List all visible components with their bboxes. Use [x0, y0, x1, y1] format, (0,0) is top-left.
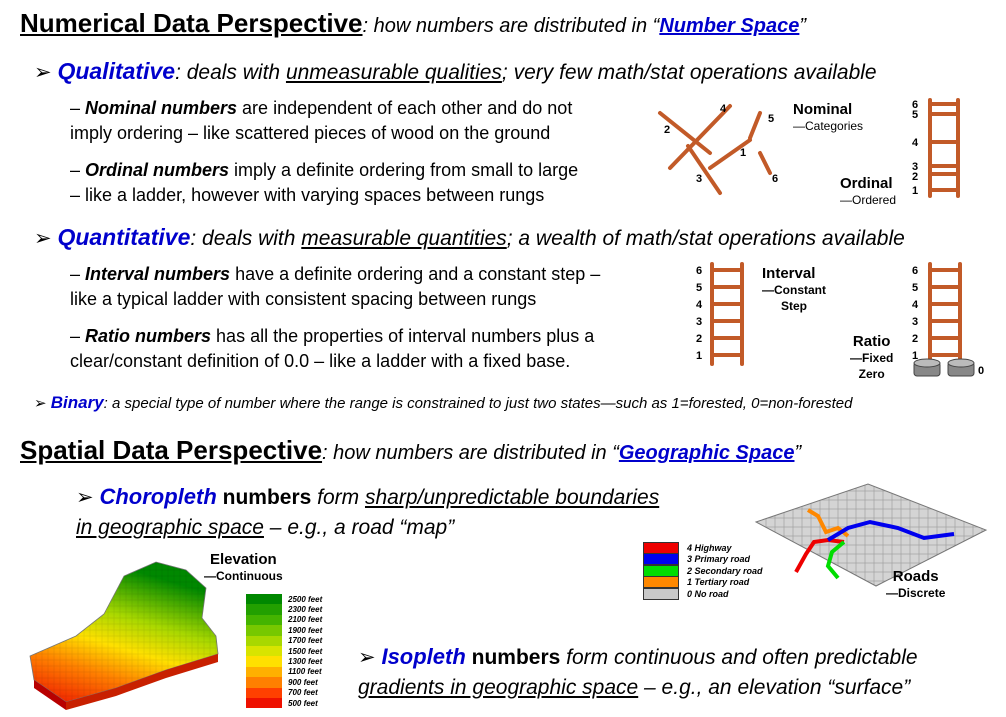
quantitative-term: Quantitative	[57, 224, 191, 250]
elevation-label: Elevation	[209, 551, 277, 568]
isopleth-post: form continuous and often predictable	[560, 646, 918, 669]
nominal-label: Nominal	[793, 101, 853, 118]
rung-label: 5	[912, 282, 919, 294]
spatial-heading	[20, 435, 801, 466]
ratio-dash: –	[70, 326, 86, 346]
legend-row	[246, 594, 322, 604]
stick-label: 5	[768, 113, 775, 125]
interval-label: Interval	[762, 265, 816, 282]
rung-label: 6	[696, 265, 703, 277]
legend-label: 1700 feet	[288, 636, 323, 646]
spatial-title: Spatial Data Perspective	[20, 435, 323, 465]
ordinal-line2: – like a ladder, however with varying spaces between rungs	[70, 185, 545, 205]
stick-label: 6	[772, 173, 779, 185]
interval-line1: have a definite ordering and a constant step –	[230, 264, 601, 284]
interval-description	[70, 262, 600, 312]
nominal-term: Nominal numbers	[85, 98, 238, 118]
legend-label: 700 feet	[288, 688, 318, 698]
rung-label: 1	[912, 350, 919, 362]
legend-label: 2300 feet	[288, 605, 323, 615]
legend-swatch	[246, 688, 282, 698]
spatial-subtitle-end: ”	[794, 442, 802, 464]
quantitative-underlined: measurable quantities	[301, 227, 507, 250]
elevation-sub: —Continuous	[204, 569, 283, 583]
ratio-sub1: —Fixed	[850, 351, 894, 365]
legend-label: 1300 feet	[288, 657, 323, 667]
rung-label: 5	[912, 109, 919, 121]
legend-swatch	[246, 698, 282, 708]
rung-label: 2	[912, 333, 919, 345]
arrow-bullet-icon: ➢	[76, 486, 94, 509]
ordinal-term: Ordinal numbers	[85, 160, 230, 180]
legend-swatch	[643, 588, 679, 600]
arrow-bullet-icon: ➢	[34, 61, 52, 84]
legend-label: 1100 feet	[288, 667, 322, 677]
ordinal-description	[70, 158, 578, 208]
ratio-line1: has all the properties of interval numbers plus a	[211, 326, 595, 346]
rung-label: 1	[696, 350, 703, 362]
qualitative-post: ; very few math/stat operations available	[501, 61, 877, 84]
binary-term: Binary	[50, 393, 104, 412]
legend-row	[246, 615, 322, 625]
legend-label: 900 feet	[288, 677, 318, 687]
qualitative-pre: : deals with	[175, 61, 286, 84]
interval-line2: like a typical ladder with consistent spacing between rungs	[70, 289, 537, 309]
isopleth-bullet	[358, 642, 918, 703]
rung-label: 3	[696, 316, 703, 328]
legend-swatch	[246, 604, 282, 614]
ratio-description	[70, 324, 594, 374]
ratio-label: Ratio	[852, 333, 891, 350]
elevation-legend	[246, 594, 322, 708]
legend-row	[246, 636, 322, 646]
roads-sub: —Discrete	[886, 586, 946, 600]
ratio-ladder	[908, 262, 988, 384]
choropleth-term: Choropleth	[99, 484, 217, 509]
legend-swatch	[246, 677, 282, 687]
nominal-sub: —Categories	[793, 119, 864, 133]
roads-legend	[643, 542, 763, 600]
ordinal-line1: imply a definite ordering from small to large	[229, 160, 579, 180]
nominal-sticks-figure	[650, 98, 790, 198]
quantitative-bullet	[34, 224, 905, 251]
rung-label: 4	[912, 137, 919, 149]
legend-label: 1 Tertiary road	[687, 577, 750, 588]
legend-label: 1500 feet	[288, 646, 323, 656]
numerical-subtitle-text: : how numbers are distributed in “	[362, 15, 660, 37]
isopleth-numbers: numbers	[465, 646, 561, 669]
legend-swatch	[246, 667, 282, 677]
rung-label: 4	[696, 299, 703, 311]
numerical-subtitle-end: ”	[799, 15, 807, 37]
choropleth-line2-underlined: in geographic space	[76, 516, 264, 539]
legend-swatch	[246, 625, 282, 635]
legend-swatch	[246, 646, 282, 656]
interval-ladder	[690, 262, 750, 366]
choropleth-pre: form	[311, 486, 365, 509]
legend-swatch	[643, 576, 679, 588]
ordinal-caption	[840, 176, 896, 208]
legend-label: 2100 feet	[288, 615, 323, 625]
ratio-term: Ratio numbers	[85, 326, 212, 346]
nominal-caption	[793, 102, 863, 134]
rung-label: 5	[696, 282, 703, 294]
legend-label: 0 No road	[687, 588, 729, 599]
legend-row	[643, 554, 763, 566]
isopleth-line2-underlined: gradients in geographic space	[358, 676, 639, 699]
legend-row	[246, 604, 322, 614]
quantitative-pre: : deals with	[190, 227, 302, 250]
stick-label: 1	[740, 147, 747, 159]
arrow-bullet-icon: ➢	[34, 227, 52, 250]
stick-5	[750, 113, 760, 138]
stick-label: 2	[664, 124, 671, 136]
elevation-caption	[204, 552, 283, 584]
rung-label: 6	[912, 99, 919, 111]
rung-label: 1	[912, 185, 919, 197]
qualitative-bullet	[34, 58, 877, 85]
elevation-mesh	[30, 562, 218, 702]
rung-label: 3	[912, 161, 919, 173]
fixed-base-blocks	[914, 359, 974, 376]
legend-swatch	[246, 636, 282, 646]
stick-6	[760, 153, 770, 173]
rung-label: 2	[912, 171, 919, 183]
legend-swatch	[643, 565, 679, 577]
spatial-subtitle-text: : how numbers are distributed in “	[322, 442, 619, 464]
ordinal-dash: –	[70, 160, 86, 180]
binary-bullet	[34, 393, 852, 413]
nominal-line1: are independent of each other and do not	[237, 98, 573, 118]
rung-label: 4	[912, 299, 919, 311]
legend-row	[246, 646, 322, 656]
ratio-line2: clear/constant definition of 0.0 – like a ladder with a fixed base.	[70, 351, 571, 371]
legend-label: 2500 feet	[288, 594, 323, 604]
ratio-zero-label: 0	[978, 365, 985, 377]
isopleth-line2: – e.g., an elevation “surface”	[638, 676, 911, 699]
scattered-sticks	[660, 106, 770, 193]
legend-row	[246, 656, 322, 666]
legend-row	[643, 565, 763, 577]
binary-text: : a special type of number where the range is constrained to just two states—such as 1=forested, 0=non-forested	[103, 395, 853, 412]
legend-row	[246, 625, 322, 635]
geographic-space-link[interactable]: Geographic Space	[618, 442, 795, 464]
isopleth-term: Isopleth	[381, 644, 466, 669]
quantitative-post: ; a wealth of math/stat operations available	[506, 227, 905, 250]
stick-label: 3	[696, 173, 703, 185]
interval-dash: –	[70, 264, 86, 284]
legend-row	[246, 667, 322, 677]
roads-caption	[886, 569, 945, 601]
rung-label: 3	[912, 316, 919, 328]
numerical-title: Numerical Data Perspective	[20, 8, 363, 38]
ratio-sub2: Zero	[858, 367, 885, 381]
number-space-link[interactable]: Number Space	[659, 15, 800, 37]
interval-term: Interval numbers	[85, 264, 231, 284]
roads-grid-map	[748, 482, 988, 592]
rung-label: 2	[696, 333, 703, 345]
interval-sub2: Step	[780, 299, 807, 313]
qualitative-term: Qualitative	[57, 58, 176, 84]
legend-swatch	[643, 542, 679, 554]
rung-label: 6	[912, 265, 919, 277]
legend-row	[246, 688, 322, 698]
legend-label: 2 Secondary road	[687, 565, 763, 576]
interval-caption	[762, 266, 826, 314]
legend-label: 3 Primary road	[687, 554, 751, 565]
legend-swatch	[643, 553, 679, 565]
legend-row	[246, 677, 322, 687]
numerical-heading	[20, 8, 806, 39]
legend-swatch	[246, 656, 282, 666]
legend-row	[643, 542, 763, 554]
qualitative-underlined: unmeasurable qualities	[285, 61, 502, 84]
ordinal-label: Ordinal	[840, 175, 893, 192]
legend-label: 4 Highway	[687, 542, 732, 553]
legend-swatch	[246, 594, 282, 604]
nominal-dash: –	[70, 98, 86, 118]
ratio-caption	[850, 334, 893, 382]
choropleth-numbers: numbers	[216, 486, 312, 509]
interval-sub1: —Constant	[762, 283, 826, 297]
ordinal-ladder	[908, 96, 968, 200]
legend-row	[643, 577, 763, 589]
legend-swatch	[246, 615, 282, 625]
arrow-bullet-icon: ➢	[34, 395, 47, 412]
choropleth-bullet	[76, 482, 659, 543]
stick-label: 4	[720, 103, 727, 115]
legend-label: 500 feet	[288, 698, 318, 708]
roads-label: Roads	[892, 568, 939, 585]
nominal-description	[70, 96, 572, 146]
arrow-bullet-icon: ➢	[358, 646, 376, 669]
choropleth-underlined: sharp/unpredictable boundaries	[364, 486, 660, 509]
legend-row	[643, 588, 763, 600]
choropleth-line2: – e.g., a road “map”	[263, 516, 455, 539]
ordinal-sub: —Ordered	[840, 193, 897, 207]
stick-3	[688, 146, 720, 193]
legend-row	[246, 698, 322, 708]
legend-label: 1900 feet	[288, 625, 323, 635]
nominal-line2: imply ordering – like scattered pieces of wood on the ground	[70, 123, 551, 143]
